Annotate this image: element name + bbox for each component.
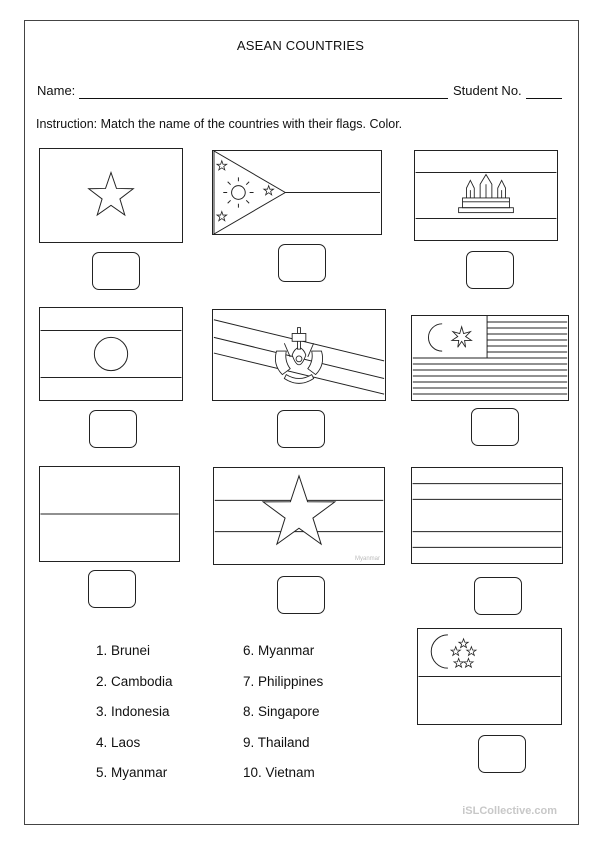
name-field[interactable] [79, 98, 448, 99]
flag-philippines [212, 150, 382, 235]
flag-myanmar [213, 467, 385, 565]
flag-singapore [417, 628, 562, 725]
list-item: 7. Philippines [243, 673, 324, 689]
answer-box-8[interactable] [277, 576, 325, 614]
answer-box-10[interactable] [478, 735, 526, 773]
student-number-field[interactable] [526, 98, 562, 99]
instruction-text: Instruction: Match the name of the countries with their flags. Color. [36, 117, 403, 131]
star-icon [40, 149, 182, 242]
list-item: 8. Singapore [243, 704, 320, 719]
flag-caption: Myanmar [354, 556, 380, 562]
list-item: 6. Myanmar [243, 643, 315, 658]
answer-box-4[interactable] [89, 410, 137, 448]
answer-box-1[interactable] [92, 252, 140, 290]
student-number-label: Student No. [453, 83, 522, 98]
answer-box-9[interactable] [474, 577, 522, 615]
star-icon [451, 639, 476, 667]
list-item: 5. Myanmar [96, 765, 168, 780]
crescent-icon [431, 635, 448, 668]
flag-laos [39, 307, 183, 401]
list-item: 10. Vietnam [243, 765, 315, 780]
answer-box-6[interactable] [471, 408, 519, 446]
answer-box-5[interactable] [277, 410, 325, 448]
list-item: 1. Brunei [96, 643, 151, 658]
name-label: Name: [37, 83, 76, 98]
flag-brunei [212, 309, 386, 401]
watermark: iSLCollective.com [462, 805, 557, 817]
crescent-icon [428, 324, 442, 351]
answer-box-2[interactable] [278, 244, 326, 282]
answer-box-7[interactable] [88, 570, 136, 608]
flag-thailand [411, 467, 563, 564]
circle-emblem [94, 337, 127, 370]
list-item: 9. Thailand [243, 734, 310, 750]
worksheet-title: ASEAN COUNTRIES [236, 38, 365, 53]
temple-icon [459, 174, 514, 212]
flag-malaysia [411, 315, 569, 401]
country-list-left [96, 636, 173, 789]
list-item: 4. Laos [96, 734, 141, 750]
flag-cambodia [414, 150, 558, 241]
country-list-right [243, 636, 323, 789]
flag-indonesia [39, 466, 180, 562]
list-item: 2. Cambodia [96, 673, 173, 689]
answer-box-3[interactable] [466, 251, 514, 289]
star-icon [452, 327, 472, 348]
list-item: 3. Indonesia [96, 704, 170, 719]
flag-vietnam [39, 148, 183, 243]
star-icon [263, 476, 335, 544]
